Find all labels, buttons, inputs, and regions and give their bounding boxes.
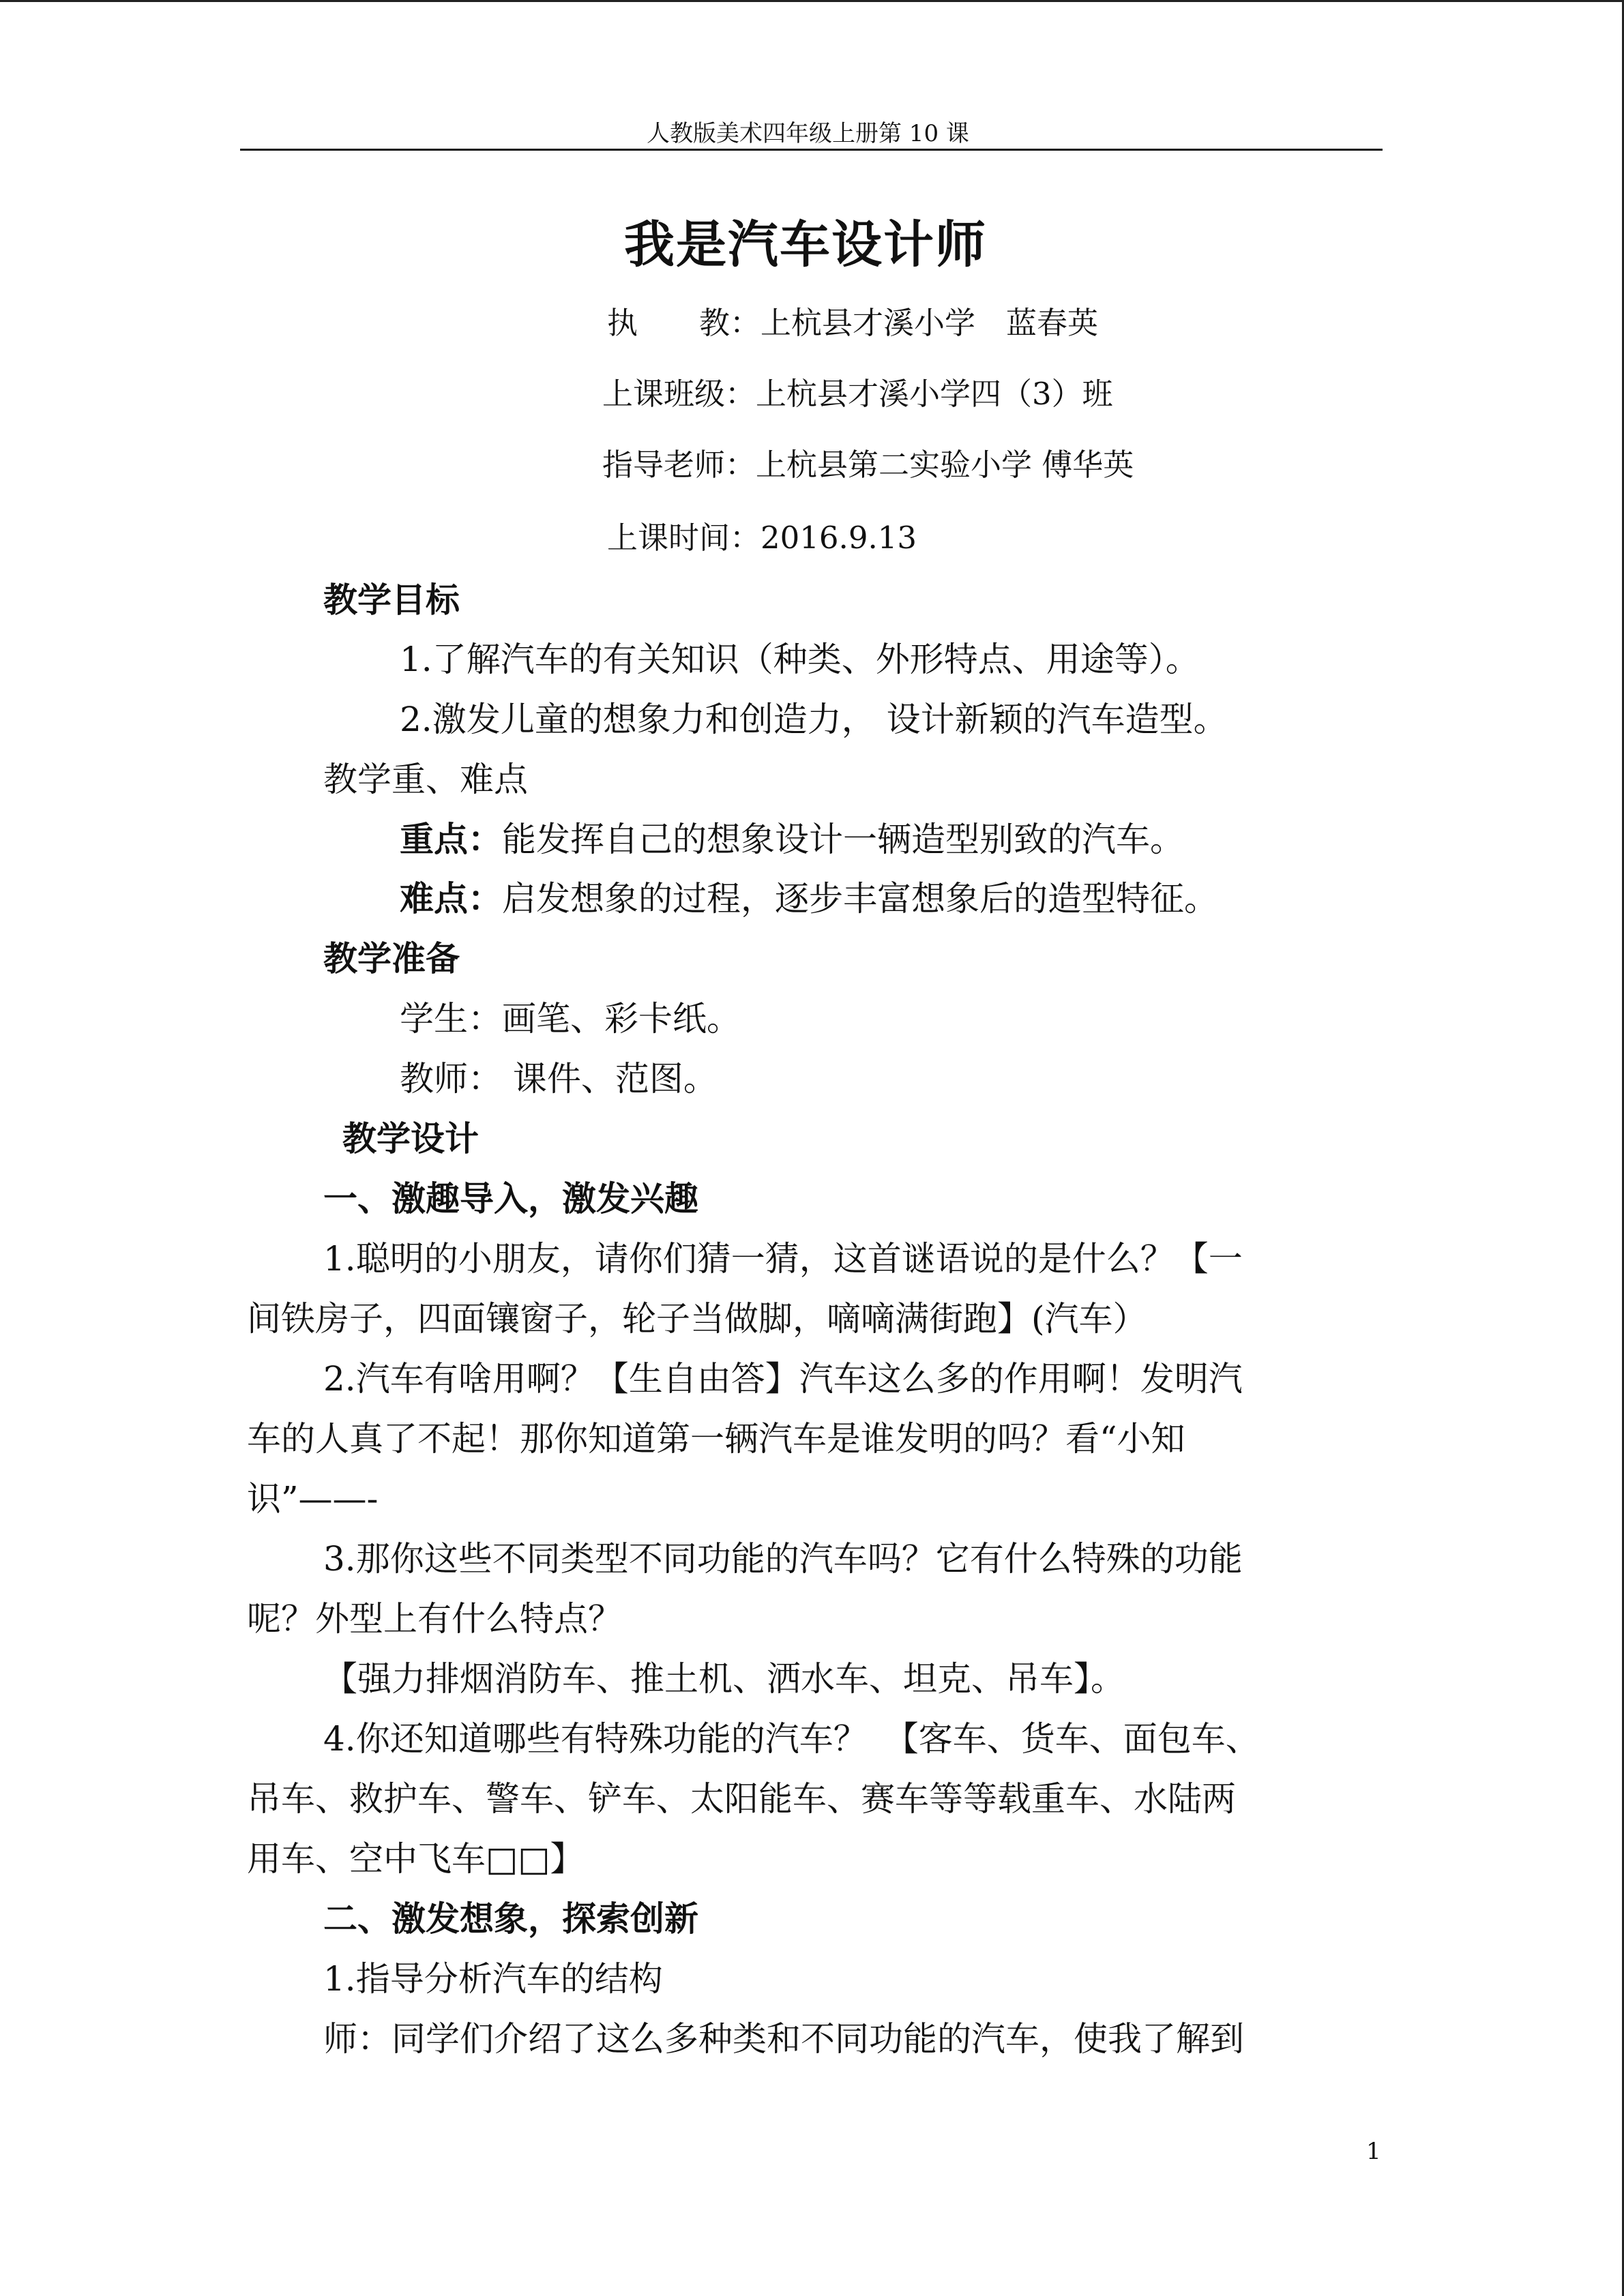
teacher-line: 执 教：上杭县才溪小学 蓝春英	[607, 305, 1099, 341]
para-3-line-3: 【强力排烟消防车、推土机、洒水车、坦克、吊车】。	[323, 1659, 1125, 1699]
design-heading: 教学设计	[342, 1118, 479, 1159]
para-4-line-3: 用车、空中飞车□□】	[247, 1839, 585, 1879]
para-2-line-2: 车的人真了不起！那你知道第一辆汽车是谁发明的吗？看“小知	[247, 1419, 1185, 1459]
class-line: 上课班级：上杭县才溪小学四（3）班	[602, 376, 1113, 412]
key-point-label: 重点：	[400, 819, 502, 859]
advisor-line: 指导老师：上杭县第二实验小学 傅华英	[602, 447, 1134, 483]
prep-heading: 教学准备	[323, 938, 460, 979]
para-4-line-2: 吊车、救护车、警车、铲车、太阳能车、赛车等等载重车、水陆两	[247, 1779, 1236, 1819]
document-title: 我是汽车设计师	[624, 215, 987, 274]
para-1-line-1: 1.聪明的小朋友，请你们猜一猜，这首谜语说的是什么？【一	[323, 1239, 1243, 1279]
page-number: 1	[1366, 2138, 1381, 2165]
goals-heading: 教学目标	[323, 580, 460, 620]
difficult-point-label: 难点：	[400, 878, 502, 919]
para-5: 1.指导分析汽车的结构	[323, 1959, 663, 1999]
goal-item-2: 2.激发儿童的想象力和创造力， 设计新颖的汽车造型。	[400, 700, 1228, 739]
difficult-point-line	[400, 878, 1218, 919]
para-3-line-1: 3.那你这些不同类型不同功能的汽车吗？它有什么特殊的功能	[323, 1539, 1243, 1579]
key-point-text: 能发挥自己的想象设计一辆造型别致的汽车。	[502, 820, 1184, 859]
goal-item-1: 1.了解汽车的有关知识（种类、外形特点、用途等）。	[400, 640, 1200, 679]
page-border-top	[0, 0, 1624, 2]
para-3-line-2: 呢？外型上有什么特点？	[247, 1599, 622, 1639]
para-2-line-3: 识”——-	[247, 1479, 379, 1519]
para-2-line-1: 2.汽车有啥用啊？【生自由答】汽车这么多的作用啊！发明汽	[323, 1359, 1243, 1399]
para-6: 师：同学们介绍了这么多种类和不同功能的汽车，使我了解到	[323, 2019, 1244, 2059]
focus-heading: 教学重、难点	[323, 760, 528, 799]
key-point-line	[400, 819, 1184, 859]
difficult-point-text: 启发想象的过程，逐步丰富想象后的造型特征。	[502, 879, 1218, 919]
time-line: 上课时间：2016.9.13	[607, 520, 917, 556]
section-1-heading: 一、激趣导入，激发兴趣	[323, 1178, 698, 1219]
header-rule	[240, 149, 1383, 151]
prep-student: 学生：画笔、彩卡纸。	[400, 999, 741, 1039]
para-1-line-2: 间铁房子，四面镶窗子，轮子当做脚，嘀嘀满街跑】(汽车）	[247, 1299, 1147, 1339]
prep-teacher: 教师： 课件、范图。	[400, 1059, 718, 1099]
running-header: 人教版美术四年级上册第 10 课	[647, 120, 969, 147]
para-4-line-1: 4.你还知道哪些有特殊功能的汽车？ 【客车、货车、面包车、	[323, 1719, 1260, 1759]
section-2-heading: 二、激发想象，探索创新	[323, 1898, 698, 1939]
